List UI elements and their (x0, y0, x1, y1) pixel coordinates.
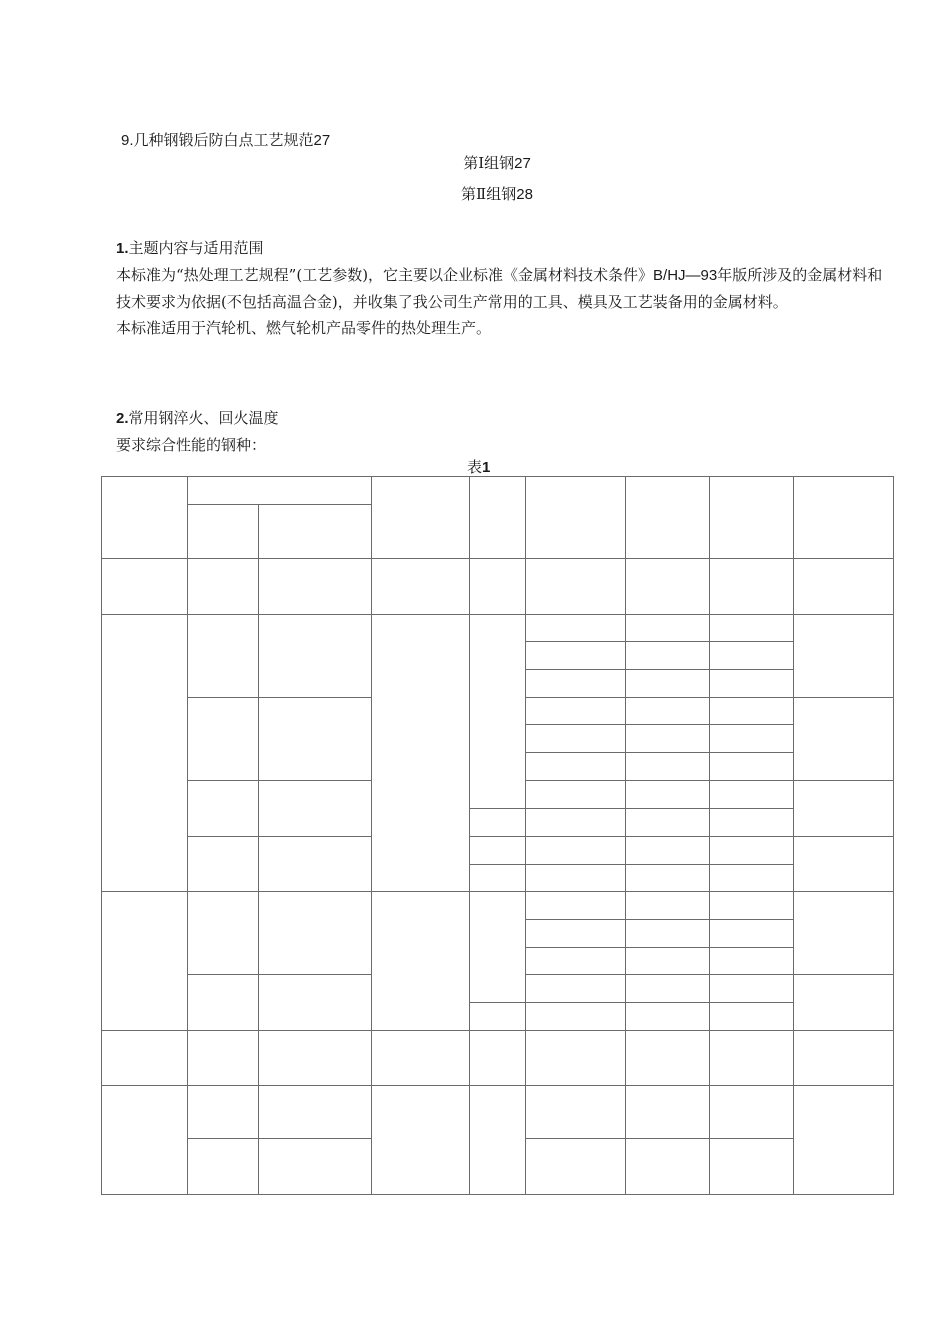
toc-item-9-text: 几种钢锻后防白点工艺规范 (133, 131, 314, 149)
section-2-number: 2. (116, 410, 129, 427)
section-1-number: 1. (116, 240, 129, 257)
toc-sub-2-page: 28 (516, 186, 533, 203)
section-1-title: 主题内容与适用范围 (128, 239, 264, 257)
toc-sub-2-text: 第Ⅱ组钢 (461, 185, 517, 203)
toc-item-9-page: 27 (313, 132, 331, 149)
paragraph-1-text-b: 年版所涉及的金属材料和技术要求为依据(不包括高温合金)，并收集了我公司生产常用的工具、模具及工艺装备用的金属材料。 (116, 266, 883, 311)
paragraph-1-text-a: 本标准为“热处理工艺规程”(工艺参数)，它主要以企业标准《金属材料技术条件》 (116, 266, 654, 284)
toc-sub-1-text: 第Ⅰ组钢 (463, 154, 515, 172)
table-caption-prefix: 表 (467, 458, 483, 476)
section-1-paragraph-2: 本标准适用于汽轮机、燃气轮机产品零件的热处理生产。 (116, 319, 492, 337)
standard-code: B/HJ—93 (653, 267, 718, 284)
toc-item-9-number: 9. (121, 132, 134, 149)
table-caption-number: 1 (482, 459, 491, 476)
toc-sub-1-page: 27 (514, 155, 531, 172)
section-2-intro: 要求综合性能的钢种： (116, 436, 267, 454)
section-2-title: 常用钢淬火、回火温度 (128, 409, 279, 427)
table-border (102, 477, 894, 1195)
